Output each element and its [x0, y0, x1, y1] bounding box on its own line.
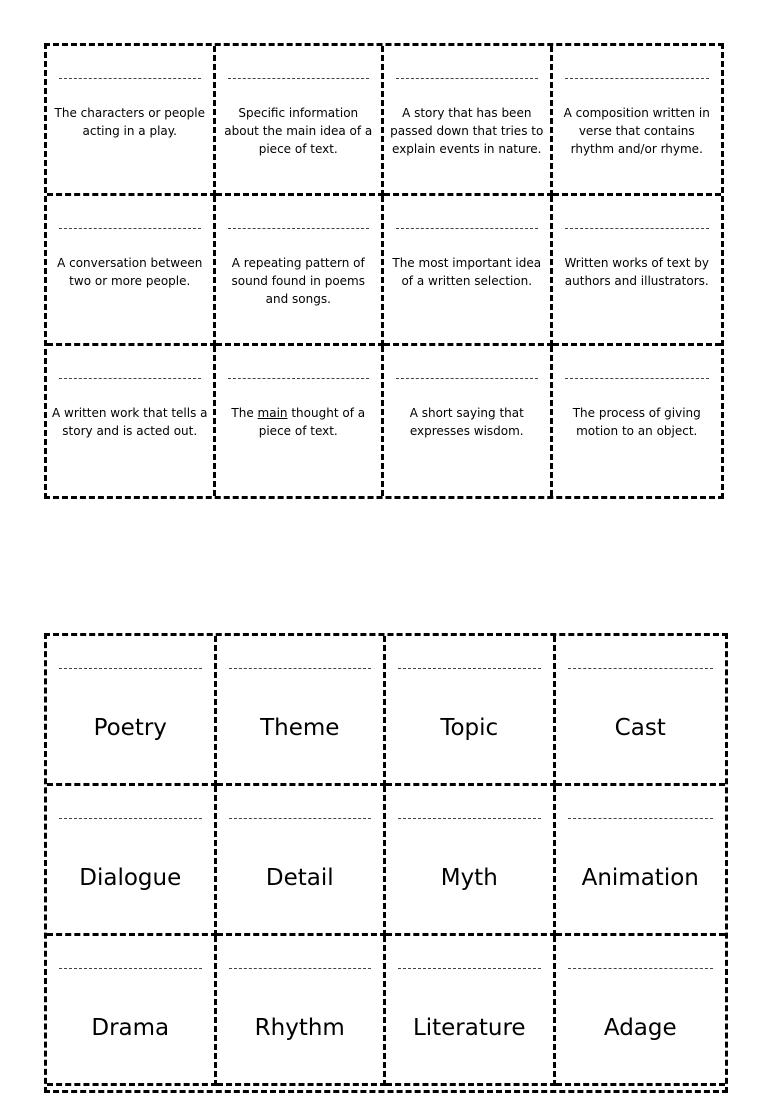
definition-text-part: Written works of text by authors and illustrators.	[564, 256, 709, 288]
term-card	[386, 936, 556, 1086]
definition-text	[557, 254, 718, 290]
definition-text	[388, 404, 546, 440]
definition-text	[388, 254, 546, 290]
term-card	[386, 786, 556, 936]
term-card	[217, 636, 387, 786]
definition-text-part: Specific information about the main idea of a piece of text.	[224, 106, 373, 156]
definition-text	[220, 104, 378, 158]
card-label-line	[229, 818, 372, 819]
definition-text-part: The characters or people acting in a play.	[54, 106, 205, 138]
definition-card	[47, 46, 216, 196]
term-cards-grid	[44, 633, 728, 1093]
card-label-line	[565, 378, 710, 379]
term-text: Animation	[581, 865, 699, 891]
card-label-line	[59, 668, 202, 669]
definition-text	[51, 404, 209, 440]
term-text: Adage	[603, 1015, 677, 1041]
card-label-line	[396, 228, 538, 229]
term-text: Poetry	[93, 715, 167, 741]
card-label-line	[59, 78, 201, 79]
term-text: Myth	[440, 865, 498, 891]
term-text: Topic	[440, 715, 499, 741]
definition-card	[216, 196, 385, 346]
card-label-line	[568, 668, 714, 669]
definition-text-part: A written work that tells a story and is acted out.	[51, 406, 208, 438]
term-text: Drama	[91, 1015, 170, 1041]
term-card	[47, 636, 217, 786]
card-label-line	[59, 228, 201, 229]
term-text: Cast	[614, 715, 666, 741]
definition-text	[51, 104, 209, 140]
term-text: Dialogue	[79, 865, 182, 891]
definition-text-part: The process of giving motion to an object.	[572, 406, 701, 438]
card-label-line	[398, 668, 541, 669]
card-label-line	[396, 378, 538, 379]
term-text: Rhythm	[254, 1015, 345, 1041]
definition-cards-grid	[44, 43, 724, 499]
definition-text	[220, 254, 378, 308]
definition-card	[384, 346, 553, 496]
definition-card	[216, 346, 385, 496]
term-text: Literature	[412, 1015, 526, 1041]
card-label-line	[398, 968, 541, 969]
definition-card	[47, 346, 216, 496]
card-label-line	[228, 378, 370, 379]
card-label-line	[59, 378, 201, 379]
term-text: Theme	[260, 715, 340, 741]
term-card	[47, 786, 217, 936]
definition-text-part: A composition written in verse that contains rhythm and/or rhyme.	[563, 106, 710, 156]
term-card	[386, 636, 556, 786]
definition-text-part: A conversation between two or more people.	[57, 256, 203, 288]
card-label-line	[568, 968, 714, 969]
definition-emphasis: main	[257, 406, 288, 420]
definition-text-part: The most important idea of a written selection.	[392, 256, 542, 288]
definition-text-part: thought of a piece of text.	[258, 406, 366, 438]
card-label-line	[396, 78, 538, 79]
term-text: Detail	[265, 865, 334, 891]
card-label-line	[59, 968, 202, 969]
definition-text	[557, 104, 718, 158]
definition-text	[557, 404, 718, 440]
definition-card	[553, 196, 722, 346]
definition-card	[553, 346, 722, 496]
definition-card	[553, 46, 722, 196]
definition-card	[47, 196, 216, 346]
card-label-line	[565, 228, 710, 229]
card-label-line	[398, 818, 541, 819]
card-label-line	[565, 78, 710, 79]
definition-card	[384, 196, 553, 346]
definition-text	[51, 254, 209, 290]
card-label-line	[228, 228, 370, 229]
card-label-line	[229, 668, 372, 669]
definition-text-part: The	[231, 406, 258, 420]
term-card	[47, 936, 217, 1086]
card-label-line	[59, 818, 202, 819]
term-card	[556, 936, 726, 1086]
term-card	[556, 786, 726, 936]
card-label-line	[229, 968, 372, 969]
card-label-line	[568, 818, 714, 819]
definition-card	[216, 46, 385, 196]
definition-text	[220, 404, 378, 440]
definition-text-part: A short saying that expresses wisdom.	[409, 406, 524, 438]
term-card	[217, 936, 387, 1086]
definition-text-part: A repeating pattern of sound found in poems and songs.	[231, 256, 365, 306]
card-label-line	[228, 78, 370, 79]
definition-card	[384, 46, 553, 196]
term-card	[556, 636, 726, 786]
definition-text	[388, 104, 546, 158]
definition-text-part: A story that has been passed down that tries to explain events in nature.	[390, 106, 544, 156]
term-card	[217, 786, 387, 936]
